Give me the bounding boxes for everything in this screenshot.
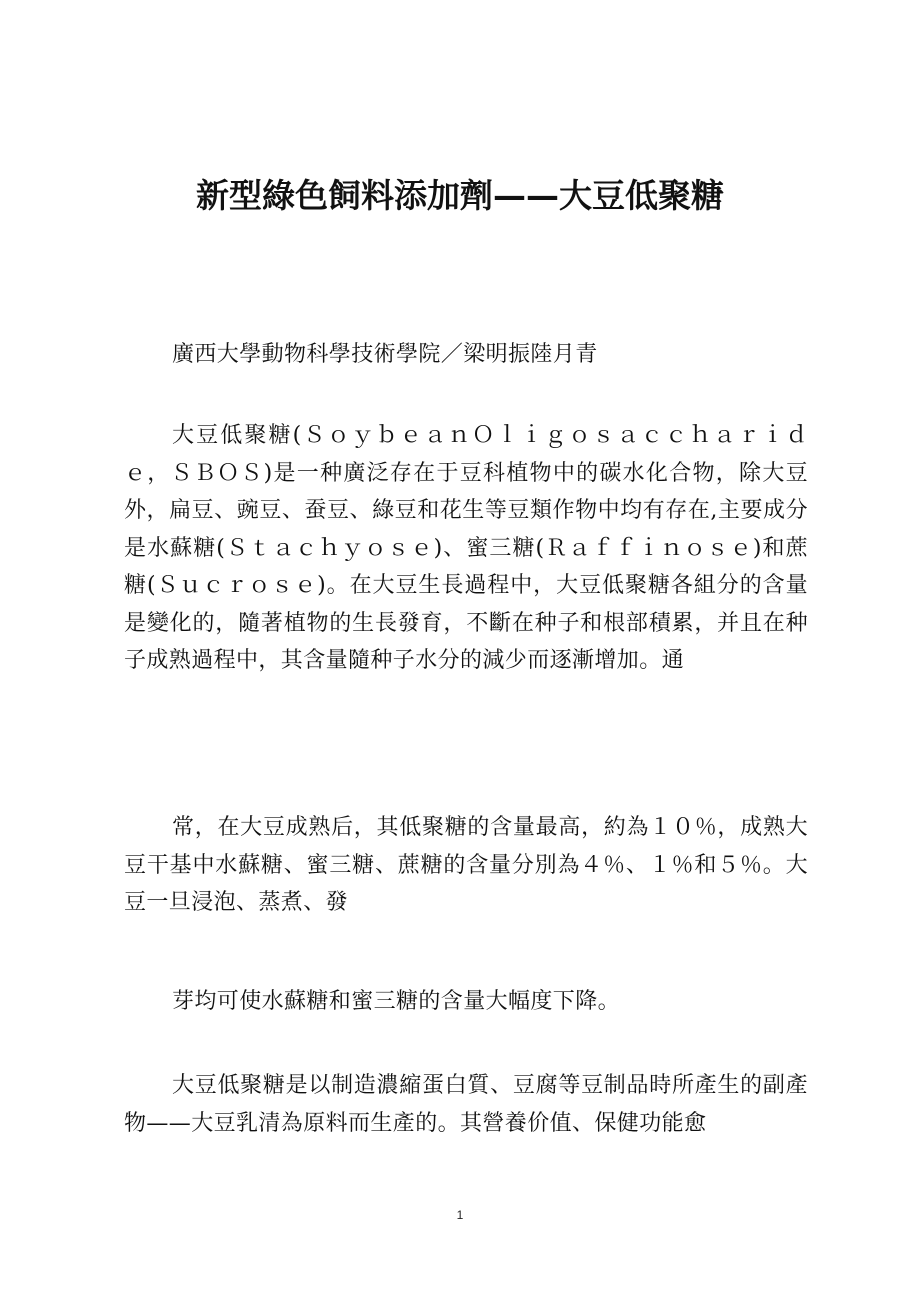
paragraph-2: 常，在大豆成熟后，其低聚糖的含量最高，約為１０％，成熟大豆干基中水蘇糖、蜜三糖、蔗糖的含量分別為４％、１％和５％。大豆一旦浸泡、蒸煮、發 xyxy=(124,815,808,915)
author-line: 廣西大學動物科學技術學院／梁明振陸月青 xyxy=(172,342,598,367)
document-title: 新型綠色飼料添加劑——大豆低聚糖 xyxy=(196,176,724,215)
paragraph-4: 大豆低聚糖是以制造濃縮蛋白質、豆腐等豆制品時所產生的副產物——大豆乳清為原料而生產的。其營養价值、保健功能愈 xyxy=(124,1073,808,1136)
page-number: 1 xyxy=(456,1208,464,1222)
paragraph-1: 大豆低聚糖(ＳｏｙｂｅａｎＯｌｉｇｏｓａｃｃｈａｒｉｄｅ，ＳＢＯＳ)是一种廣泛存在于豆科植物中的碳水化合物，除大豆外，扁豆、豌豆、蚕豆、綠豆和花生等豆類作物中均有存在,主要成分是水蘇糖(Ｓｔａｃｈｙｏｓｅ)、蜜三糖(Ｒａｆｆｉｎｏｓｅ)和蔗糖(Ｓｕｃｒｏｓｅ)。在大豆生長過程中，大豆低聚糖各組分的含量是變化的，隨著植物的生長發育，不斷在种子和根部積累，并且在种子成熟過程中，其含量隨种子水分的減少而逐漸增加。通 xyxy=(124,423,808,673)
paragraph-3: 芽均可使水蘇糖和蜜三糖的含量大幅度下降。 xyxy=(172,989,621,1014)
